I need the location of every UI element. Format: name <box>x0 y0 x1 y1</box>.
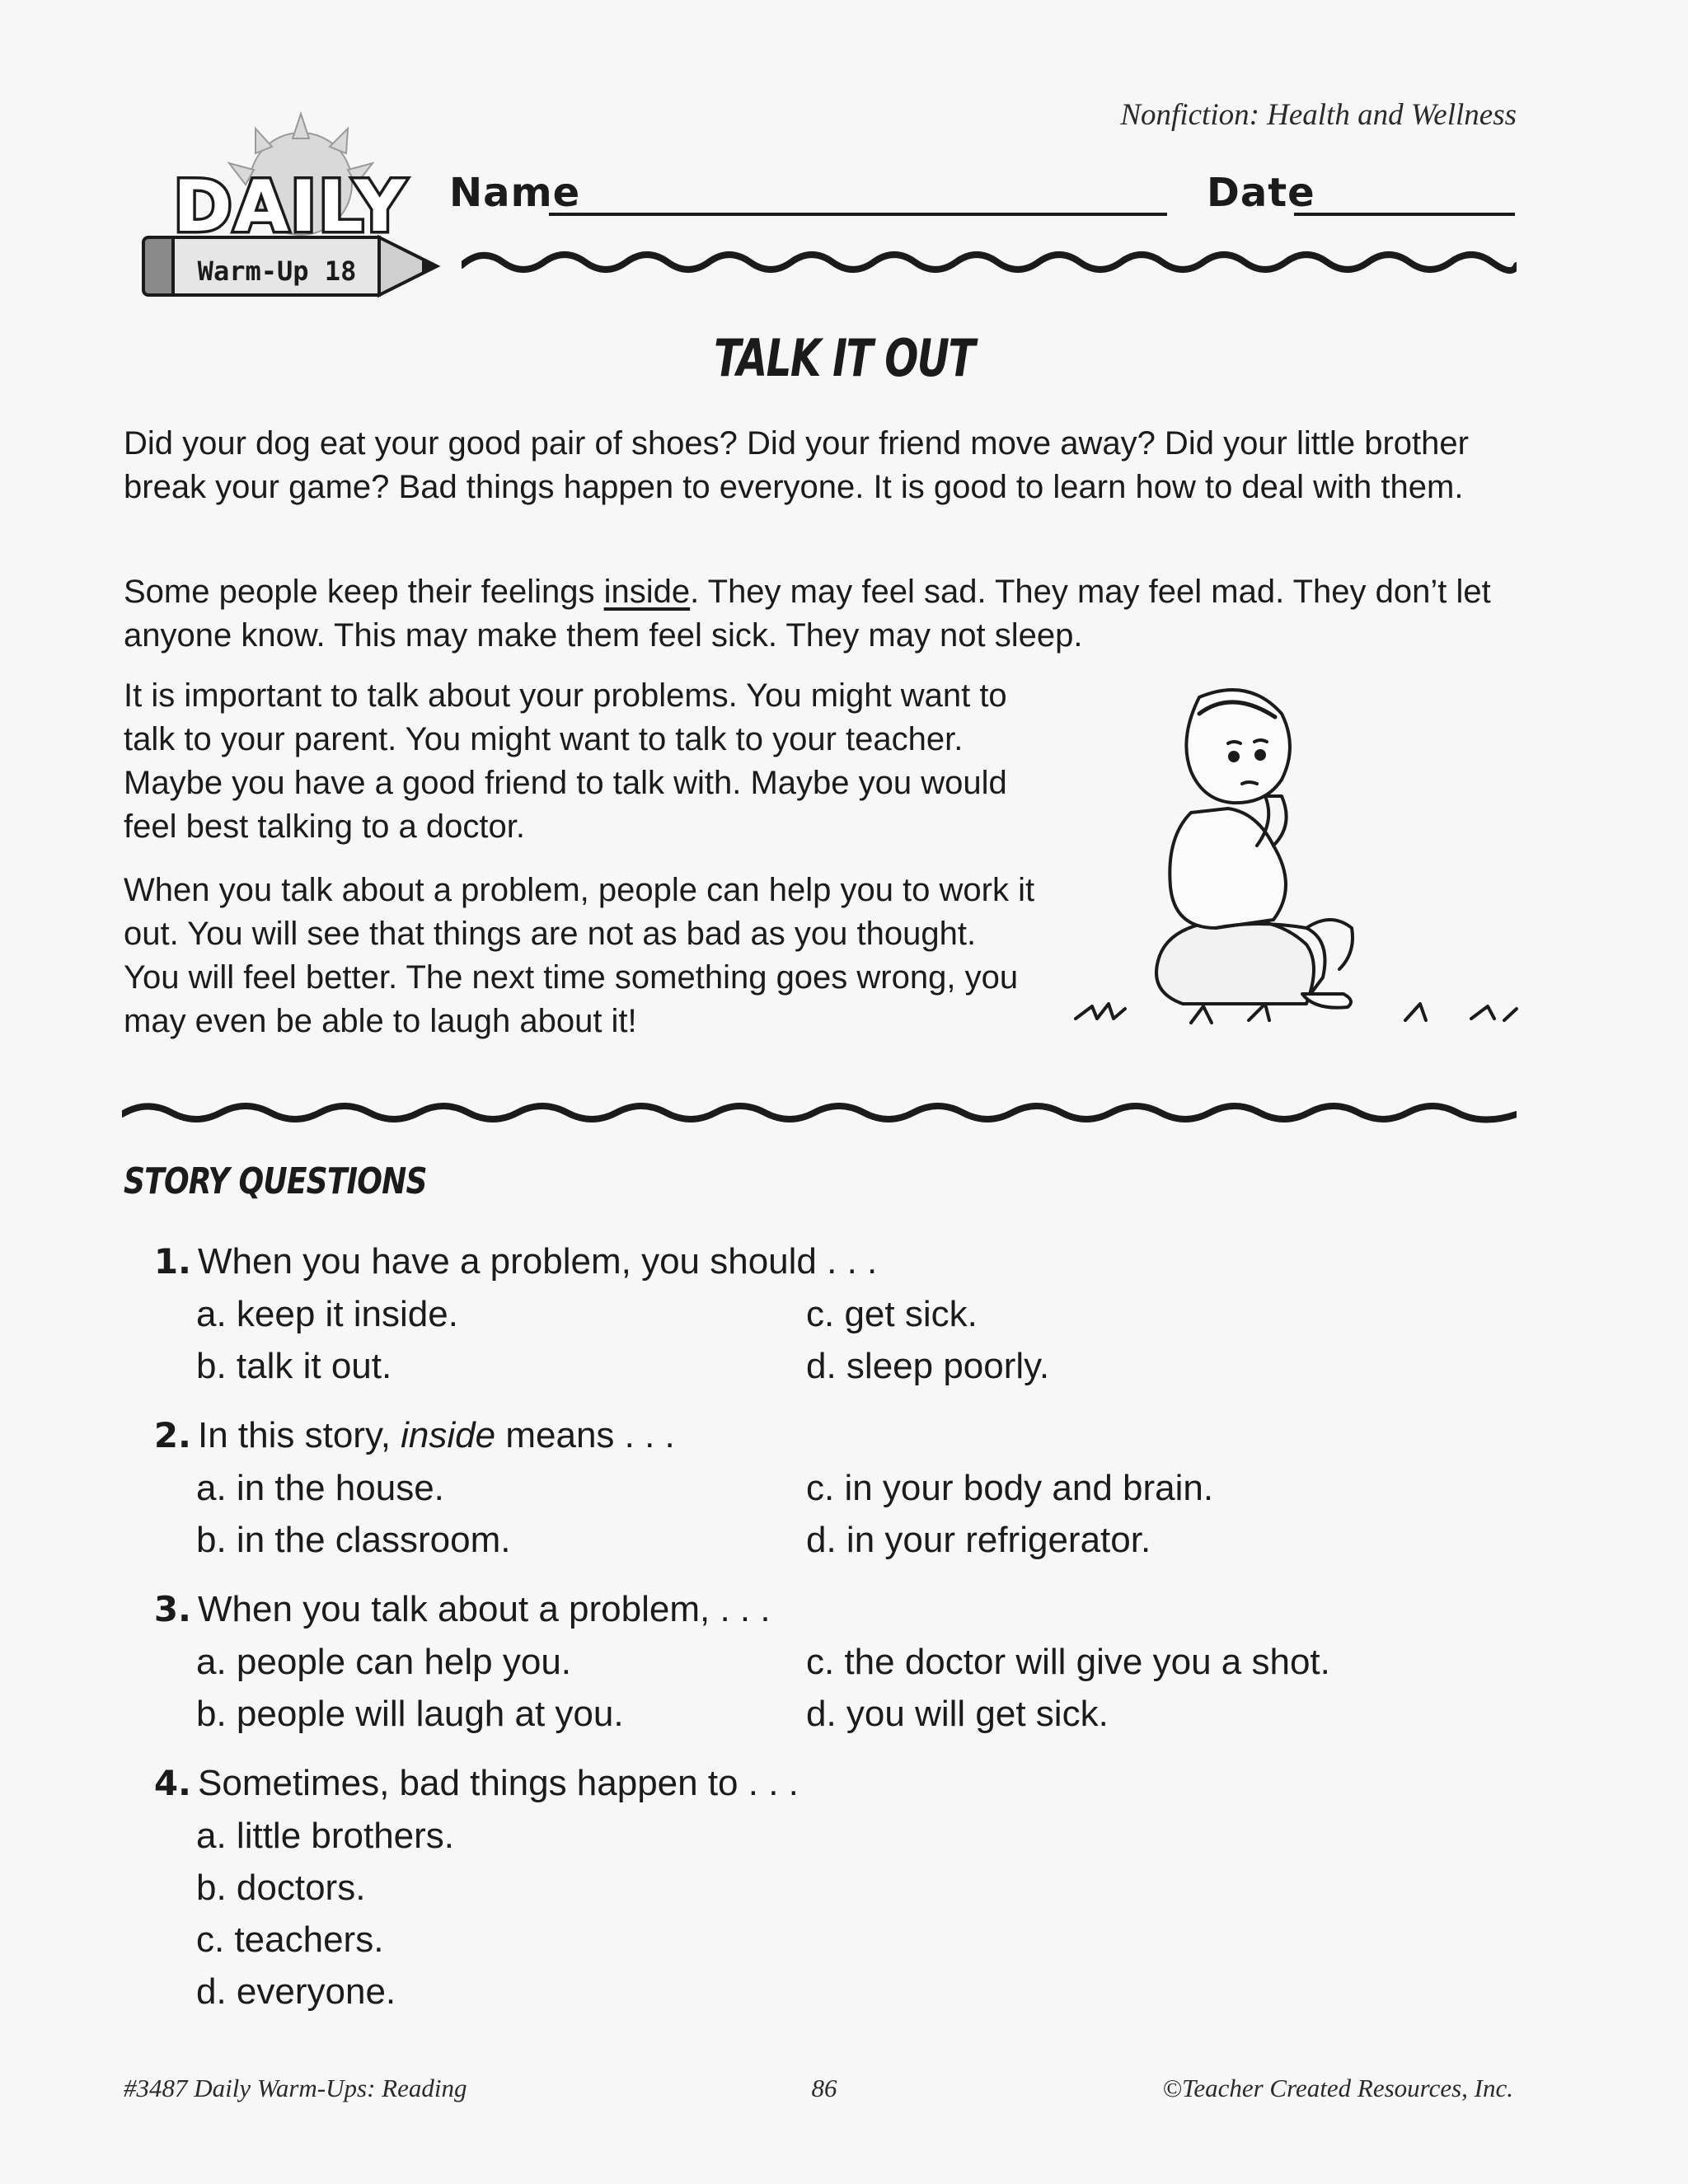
question-stem-start: In this story, <box>198 1415 401 1455</box>
name-field[interactable] <box>549 213 1167 216</box>
q4-option-b[interactable]: b. doctors. <box>196 1868 366 1908</box>
question-1 <box>145 1240 877 1284</box>
question-4 <box>145 1761 799 1806</box>
q1-option-b[interactable]: b. talk it out. <box>196 1346 392 1386</box>
footer-copyright: ©Teacher Created Resources, Inc. <box>1162 2074 1513 2102</box>
q4-option-d[interactable]: d. everyone. <box>196 1971 396 2012</box>
question-2 <box>145 1413 675 1458</box>
name-label: Name <box>449 170 581 216</box>
q3-option-c[interactable]: c. the doctor will give you a shot. <box>806 1642 1330 1682</box>
q2-option-d[interactable]: d. in your refrigerator. <box>806 1520 1151 1560</box>
thinking-boy-illustration <box>1059 681 1525 1043</box>
badge-warmup-text: Warm-Up 18 <box>197 255 357 287</box>
question-stem: Sometimes, bad things happen to . . . <box>198 1763 799 1803</box>
q3-option-b[interactable]: b. people will laugh at you. <box>196 1694 624 1734</box>
q1-option-d[interactable]: d. sleep poorly. <box>806 1346 1050 1386</box>
date-label: Date <box>1207 170 1315 216</box>
badge-daily-text: DAILY <box>173 166 407 248</box>
date-field[interactable] <box>1294 213 1515 216</box>
underlined-word-inside: inside <box>603 574 691 610</box>
q4-option-c[interactable]: c. teachers. <box>196 1919 384 1960</box>
footer-page-number: 86 <box>811 2074 837 2102</box>
q2-option-c[interactable]: c. in your body and brain. <box>806 1468 1214 1508</box>
q3-option-a[interactable]: a. people can help you. <box>196 1642 572 1682</box>
q2-option-a[interactable]: a. in the house. <box>196 1468 444 1508</box>
paragraph-2-end: . They may feel sad. They may feel mad. They don’t let anyone know. This may make them feel sick. They may not sleep. <box>124 574 1491 654</box>
q3-option-d[interactable]: d. you will get sick. <box>806 1694 1109 1734</box>
question-stem: When you have a problem, you should . . . <box>198 1241 878 1282</box>
q2-option-b[interactable]: b. in the classroom. <box>196 1520 511 1560</box>
middle-wave-divider <box>122 1096 1517 1131</box>
category-label: Nonfiction: Health and Wellness <box>1120 98 1517 132</box>
question-number: 4. <box>153 1763 191 1803</box>
question-3 <box>145 1587 771 1632</box>
q4-option-a[interactable]: a. little brothers. <box>196 1816 455 1856</box>
story-questions-heading: STORY QUESTIONS <box>124 1160 427 1202</box>
footer-book-title: #3487 Daily Warm-Ups: Reading <box>124 2074 467 2102</box>
paragraph-3: It is important to talk about your problems. You might want to talk to your parent. You might want to talk to your teacher. Maybe you have a good friend to talk with. Maybe you would feel best talking to a doctor. <box>124 677 1007 845</box>
q1-option-a[interactable]: a. keep it inside. <box>196 1294 458 1334</box>
paragraph-4: When you talk about a problem, people can help you to work it out. You will see that things are not as bad as you thought. You will feel better. The next time something goes wrong, you may even be able to laugh about it! <box>124 872 1035 1039</box>
q1-option-c[interactable]: c. get sick. <box>806 1294 978 1334</box>
question-stem-italic: inside <box>401 1415 496 1455</box>
paragraph-2 <box>124 570 1525 658</box>
daily-warmup-badge <box>132 105 462 303</box>
story-title: TALK IT OUT <box>714 328 974 388</box>
question-number: 2. <box>153 1415 191 1455</box>
paragraph-2-start: Some people keep their feelings <box>124 574 604 610</box>
top-wave-divider <box>462 247 1517 277</box>
question-stem: When you talk about a problem, . . . <box>198 1589 771 1629</box>
question-number: 1. <box>153 1241 191 1282</box>
paragraph-1: Did your dog eat your good pair of shoes? Did your friend move away? Did your little brother break your game? Bad things happen to everyone. It is good to learn how to deal with them. <box>124 425 1469 505</box>
question-number: 3. <box>153 1589 191 1629</box>
question-stem-end: means . . . <box>495 1415 675 1455</box>
